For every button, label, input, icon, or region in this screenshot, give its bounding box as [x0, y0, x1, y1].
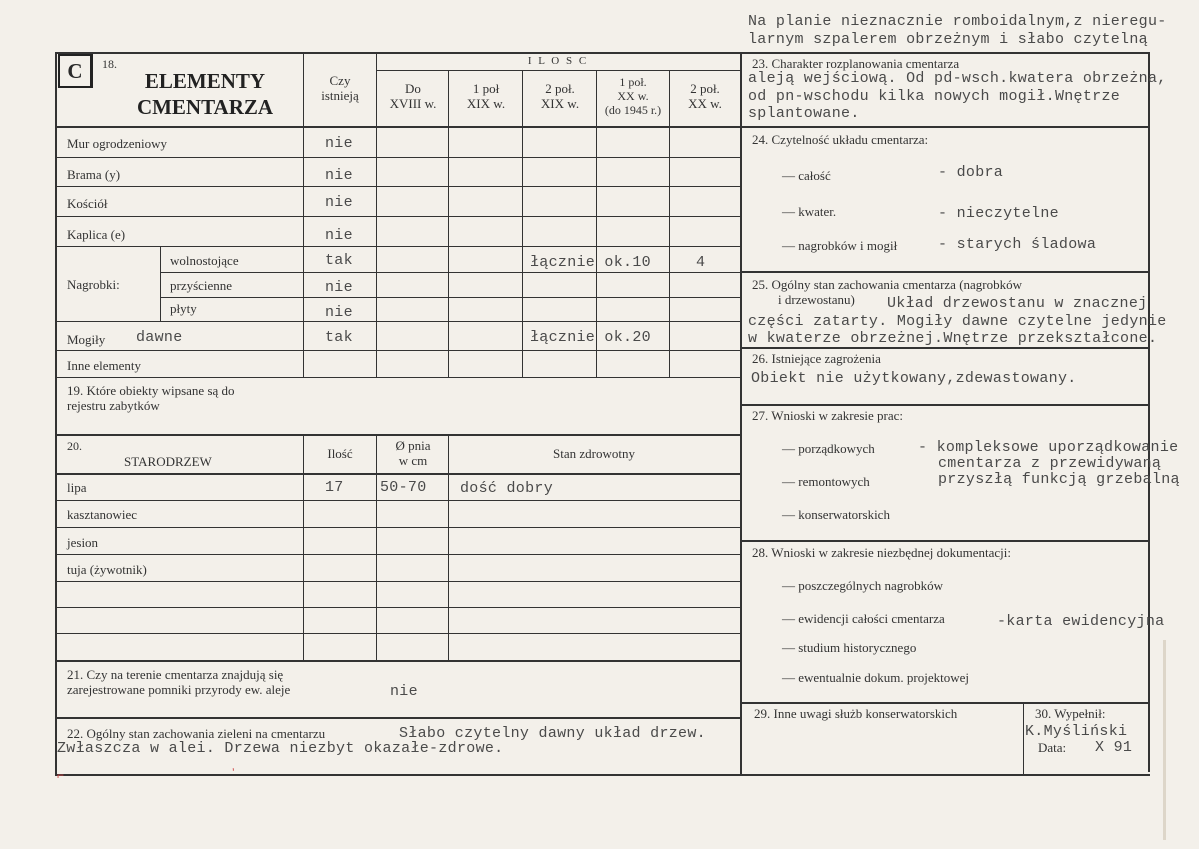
title-line2: CMENTARZA [136, 95, 274, 120]
s24-label: 24. Czytelność układu cmentarza: [752, 132, 929, 147]
frame-right [1148, 52, 1150, 772]
row-nagrobki-label: Nagrobki: [67, 277, 120, 292]
s28-label: 28. Wnioski w zakresie niezbędnej dokumentacji: [752, 545, 1011, 560]
s23-line1: aleją wejściową. Od pd-wsch.kwatera obrzeżna, [748, 70, 1167, 87]
s26-bottom-line [740, 404, 1150, 406]
s24-row3-value: - starych śladowa [938, 236, 1097, 253]
period-1-line1: Do [405, 81, 421, 96]
row-mur-value: nie [325, 135, 353, 152]
period-4-line2: XX w. [617, 88, 649, 103]
ilosc-underline [376, 70, 740, 71]
period-4-header [597, 76, 669, 117]
frame-top [55, 52, 1150, 54]
row-kaplica-value: nie [325, 227, 353, 244]
s25-label1: 25. Ogólny stan zachowania cmentarza (nagrobków [752, 277, 1023, 292]
period-4-line3: (do 1945 r.) [604, 102, 662, 117]
col-line-p3 [522, 70, 523, 378]
s19-line1: 19. Które obiekty wipsane są do [67, 383, 235, 398]
title-line1: ELEMENTY [144, 69, 266, 93]
s20-number: 20. [67, 439, 82, 453]
s23-bottom-line [740, 126, 1150, 128]
s24-row2-label: — kwater. [782, 204, 837, 219]
s21-bottom-line [55, 717, 740, 719]
row-line-4 [55, 246, 740, 247]
s27-label: 27. Wnioski w zakresie prac: [752, 408, 904, 423]
row-inne-label: Inne elementy [67, 358, 141, 373]
s22-text2: Zwłaszcza w alei. Drzewa niezbyt okazałe-zdrowe. [57, 740, 504, 757]
s30-label: 30. Wypełnił: [1035, 706, 1106, 721]
s20-col-stan [448, 434, 449, 660]
section-18-title [110, 68, 300, 121]
row-mogily-p4: łącznie ok.20 [530, 329, 651, 346]
s27-text2: cmentarza z przewidywaną [938, 455, 1162, 472]
period-3-line1: 2 poł. [545, 81, 575, 96]
row-przys-value: nie [325, 279, 353, 296]
s29-label: 29. Inne uwagi służb konserwatorskich [754, 706, 958, 721]
s20-header-line [55, 473, 740, 475]
col-line-ilosc [376, 52, 377, 378]
row-mogily-label: Mogiły [67, 332, 106, 347]
row-wolno-value: tak [325, 252, 353, 269]
col-line-p2 [448, 70, 449, 378]
ilosc-header: I L O S C [527, 55, 589, 67]
row-line-7 [55, 321, 740, 322]
s27-text3: przyszłą funkcją grzebalną [938, 471, 1180, 488]
col-czy-header [305, 74, 375, 104]
s27-text1: - kompleksowe uporządkowanie [918, 439, 1179, 456]
row-line-8 [55, 350, 740, 351]
row-line-9 [55, 377, 740, 378]
s21-value: nie [390, 683, 418, 700]
s25-label2: i drzewostanu) [778, 292, 855, 307]
s20-col-pnia-header [378, 439, 448, 469]
header-note-line2: larnym szpalerem obrzeżnym i słabo czytelną [748, 31, 1148, 48]
period-3-line2: XIX w. [540, 95, 580, 111]
s19-line2: rejestru zabytków [67, 398, 160, 413]
tree-row-1-name: lipa [67, 480, 87, 495]
tree-row-1-pien: 50-70 [380, 479, 427, 496]
frame-divider [740, 52, 742, 776]
col-czy-line2: istnieją [321, 87, 359, 103]
period-2-header [450, 82, 522, 112]
row-brama-value: nie [325, 167, 353, 184]
period-3-header [524, 82, 596, 112]
s24-bottom-line [740, 271, 1150, 273]
pen-mark-left: ⌐ [57, 768, 65, 782]
s22-label: 22. Ogólny stan zachowania zieleni na cmentarzu [67, 726, 326, 741]
row-kosciol-value: nie [325, 194, 353, 211]
pen-mark-mid: ʼ [232, 766, 235, 780]
s28-row2: — ewidencji całości cmentarza [782, 611, 945, 626]
frame-bottom [55, 774, 1150, 776]
tree-row-2-name: kasztanowiec [67, 507, 138, 522]
col-line-p5 [669, 70, 670, 378]
s27-row2: — remontowych [782, 474, 870, 489]
section-18-number: 18. [102, 57, 117, 71]
s20-col-stan-header: Stan zdrowotny [553, 446, 635, 461]
row-kaplica-label: Kaplica (e) [67, 227, 126, 242]
s28-bottom-line [740, 702, 1150, 704]
s20-pnia-line1: Ø pnia [395, 438, 431, 453]
s19-bottom-line [55, 434, 740, 436]
s24-row3-label: — nagrobków i mogił [782, 238, 898, 253]
s26-label: 26. Istniejące zagrożenia [752, 351, 881, 366]
period-2-line2: XIX w. [466, 95, 506, 111]
tree-row-4-name: tuja (żywotnik) [67, 562, 147, 577]
row-przys-label: przyścienne [170, 278, 233, 293]
s28-ewidencja-value: -karta ewidencyjna [997, 613, 1165, 630]
row-brama-label: Brama (y) [67, 167, 121, 182]
row-line-6 [160, 297, 740, 298]
period-4-line1: 1 poł. [619, 75, 647, 89]
row-wolno-p4: łącznie ok.10 [530, 254, 651, 271]
row-plyty-value: nie [325, 304, 353, 321]
s25-text2: części zatarty. Mogiły dawne czytelne jedynie [748, 313, 1167, 330]
row-line-3 [55, 216, 740, 217]
s20-pnia-line2: w cm [398, 452, 428, 468]
header-bottom-line [55, 126, 740, 128]
card-edge [1163, 640, 1166, 840]
s20-col-ilosc [303, 434, 304, 660]
tree-row-1-ilosc: 17 [325, 479, 344, 496]
tree-line-4 [55, 581, 740, 582]
card-letter: C [67, 59, 83, 83]
row-line-2 [55, 186, 740, 187]
frame-left [55, 52, 57, 776]
col-czy-line1: Czy [329, 73, 351, 88]
row-line-1 [55, 157, 740, 158]
tree-line-3 [55, 554, 740, 555]
tree-line-6 [55, 633, 740, 634]
period-5-line2: XX w. [688, 95, 722, 111]
period-1-header [378, 82, 448, 112]
s20-col-ilosc-header: Ilość [327, 446, 353, 461]
s28-row4: — ewentualnie dokum. projektowej [782, 670, 970, 685]
s30-name: K.Myśliński [1025, 723, 1128, 740]
period-1-line2: XVIII w. [389, 95, 437, 111]
s29-s30-divider [1023, 702, 1024, 774]
s25-text1: Układ drzewostanu w znacznej [887, 295, 1148, 312]
col-line-czy [303, 52, 304, 378]
tree-line-5 [55, 607, 740, 608]
s24-row1-value: - dobra [938, 164, 1004, 181]
s20-bottom-line [55, 660, 740, 662]
header-note-line1: Na planie nieznacznie romboidalnym,z nieregu- [748, 13, 1167, 30]
card-letter-box [58, 54, 93, 88]
s22-text1: Słabo czytelny dawny układ drzew. [399, 725, 706, 742]
row-line-5 [160, 272, 740, 273]
s20-title: STARODRZEW [124, 454, 212, 469]
row-wolno-label: wolnostojące [170, 253, 239, 268]
row-mur-label: Mur ogrodzeniowy [67, 136, 168, 151]
period-2-line1: 1 poł [472, 81, 500, 96]
row-kosciol-label: Kościół [67, 196, 108, 211]
s20-col-pnia [376, 434, 377, 660]
row-wolno-p5: 4 [696, 254, 706, 271]
s27-bottom-line [740, 540, 1150, 542]
s30-data-value: X 91 [1095, 739, 1133, 756]
s27-row3: — konserwatorskich [782, 507, 890, 522]
s28-row1: — poszczególnych nagrobków [782, 578, 944, 593]
s28-row3: — studium historycznego [782, 640, 917, 655]
s23-line2: od pn-wschodu kilka nowych mogił.Wnętrze [748, 88, 1121, 105]
row-mogily-value: tak [325, 329, 353, 346]
tree-line-1 [55, 500, 740, 501]
nagrobki-divider [160, 246, 161, 322]
s27-row1: — porządkowych [782, 441, 875, 456]
s25-text3: w kwaterze obrzeżnej.Wnętrze przekształcone. [748, 330, 1158, 347]
tree-row-3-name: jesion [67, 535, 99, 550]
period-5-line1: 2 poł. [690, 81, 720, 96]
row-mogily-typed: dawne [136, 329, 183, 346]
s30-data-label: Data: [1038, 740, 1067, 755]
s23-line3: splantowane. [748, 105, 860, 122]
tree-row-1-stan: dość dobry [460, 480, 554, 497]
s21-line2: zarejestrowane pomniki przyrody ew. aleje [67, 682, 291, 697]
row-plyty-label: płyty [170, 301, 197, 316]
s25-bottom-line [740, 347, 1150, 349]
s23-label: 23. Charakter rozplanowania cmentarza [752, 56, 960, 71]
s26-text: Obiekt nie użytkowany,zdewastowany. [751, 370, 1077, 387]
s24-row2-value: - nieczytelne [938, 205, 1059, 222]
s21-line1: 21. Czy na terenie cmentarza znajdują się [67, 667, 284, 682]
s24-row1-label: — całość [782, 168, 831, 183]
period-5-header [671, 82, 739, 112]
tree-line-2 [55, 527, 740, 528]
